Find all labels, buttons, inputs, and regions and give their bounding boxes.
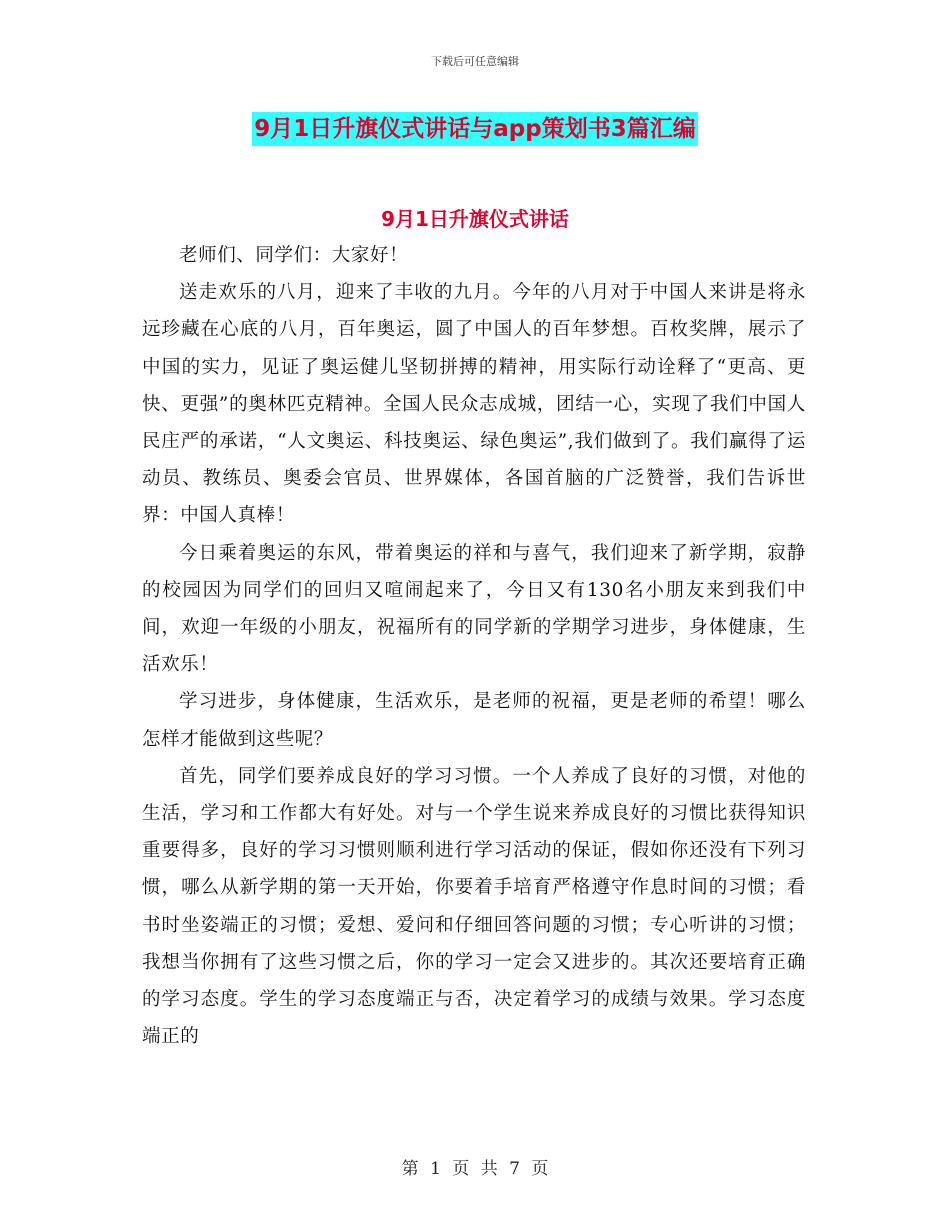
- document-title: 9月1日升旗仪式讲话与app策划书3篇汇编: [252, 112, 697, 146]
- section-title: 9月1日升旗仪式讲话: [381, 207, 569, 231]
- page-footer: 第 1 页 共 7 页: [401, 1159, 549, 1179]
- paragraph: 送走欢乐的八月，迎来了丰收的九月。今年的八月对于中国人来讲是将永远珍藏在心底的八月，百年奥运，圆了中国人的百年梦想。百枚奖牌，展示了中国的实力，见证了奥运健儿坚韧拼搏的精神，用实际行动诠释了“更高、更快、更强”的奥林匹克精神。全国人民众志成城，团结一心，实现了我们中国人民庄严的承诺，“人文奥运、科技奥运、绿色奥运”,我们做到了。我们赢得了运动员、教练员、奥委会官员、世界媒体，各国首脑的广泛赞誉，我们告诉世界：中国人真棒！: [142, 282, 806, 527]
- paragraph: 首先，同学们要养成良好的学习习惯。一个人养成了良好的习惯，对他的生活，学习和工作都大有好处。对与一个学生说来养成良好的习惯比获得知识重要得多，良好的学习习惯则顺利进行学习活动的保证，假如你还没有下列习惯，哪么从新学期的第一天开始，你要着手培育严格遵守作息时间的习惯；看书时坐姿端正的习惯；爱想、爱问和仔细回答问题的习惯；专心听讲的习惯；我想当你拥有了这些习惯之后，你的学习一定会又进步的。其次还要培育正确的学习态度。学生的学习态度端正与否，决定着学习的成绩与效果。学习态度端正的: [142, 765, 806, 1048]
- header-note: 下载后可任意编辑: [431, 55, 519, 68]
- paragraph: 今日乘着奥运的东风，带着奥运的祥和与喜气，我们迎来了新学期，寂静的校园因为同学们的回归又喧闹起来了，今日又有130名小朋友来到我们中间，欢迎一年级的小朋友，祝福所有的同学新的学期学习进步，身体健康，生活欢乐！: [142, 542, 806, 676]
- paragraph: 学习进步，身体健康，生活欢乐，是老师的祝福，更是老师的希望！哪么怎样才能做到这些呢？: [142, 691, 806, 750]
- document-body: [142, 220, 806, 1055]
- paragraph-greeting: 老师们、同学们：大家好！: [179, 245, 409, 266]
- document-title-container: [0, 112, 950, 146]
